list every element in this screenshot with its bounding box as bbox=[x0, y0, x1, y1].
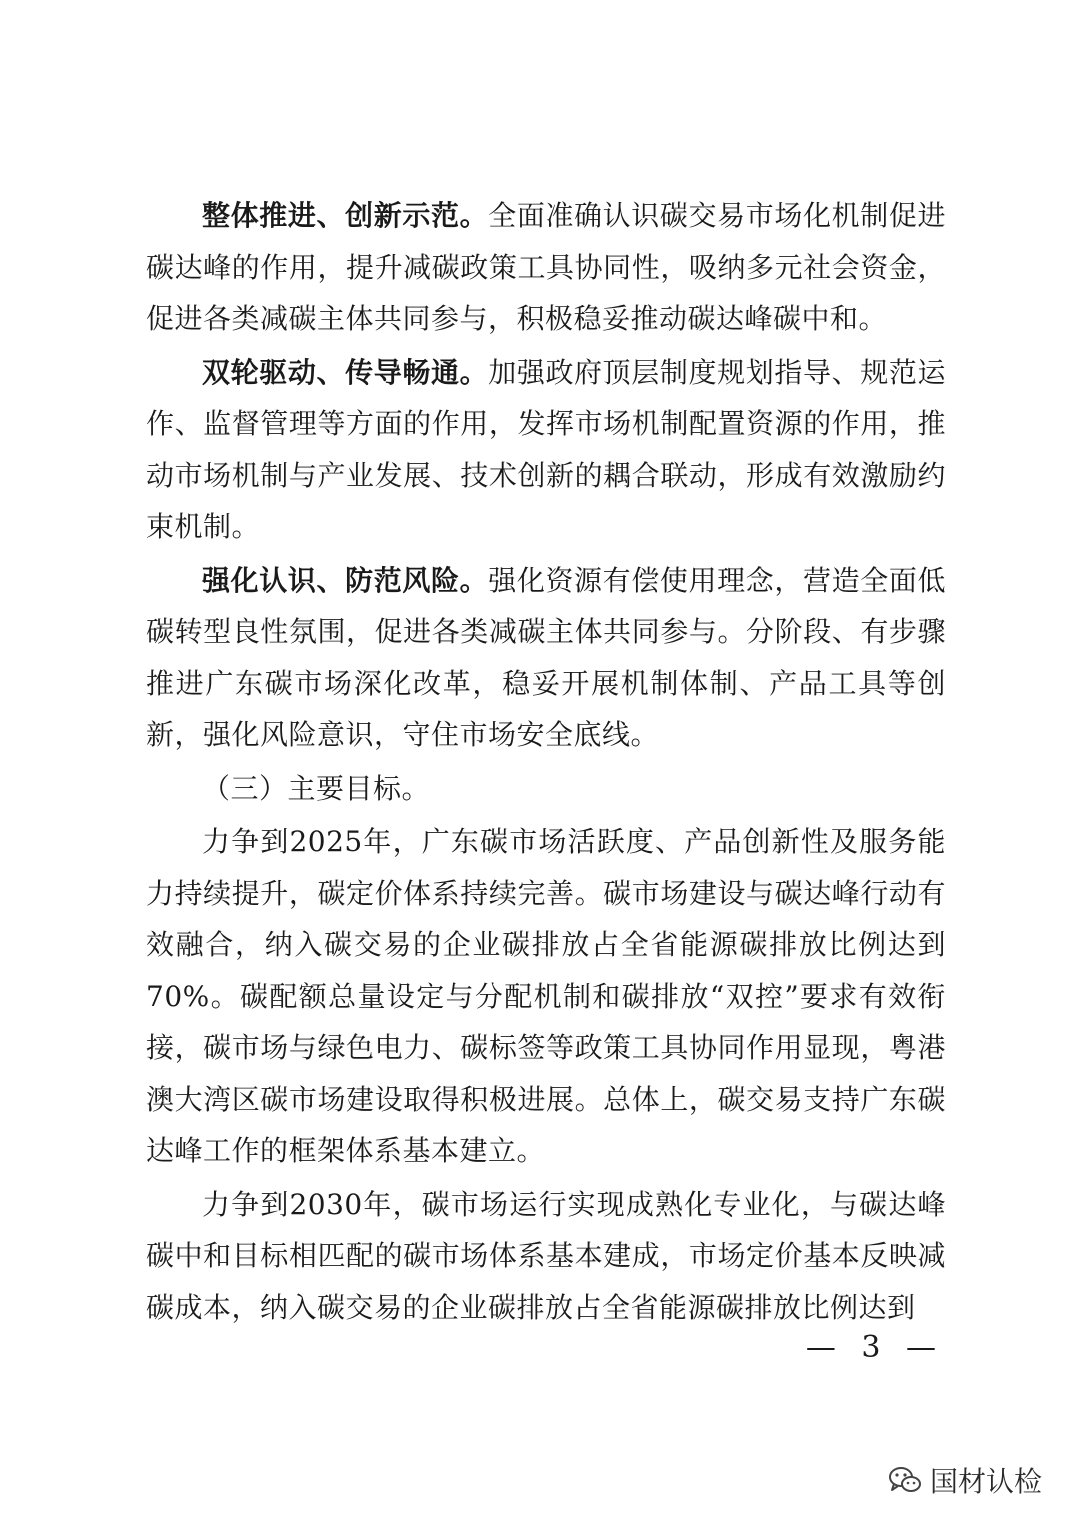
principle-lead-1: 整体推进、创新示范。 bbox=[202, 199, 489, 232]
principle-lead-2: 双轮驱动、传导畅通。 bbox=[202, 355, 489, 389]
section-heading: （三）主要目标。 bbox=[202, 771, 431, 805]
principle-body-2: 加强政府顶层制度规划指导、规范运作、监督管理等方面的作用，发挥市场机制配置资源的作用，推动市场机制与产业发展、技术创新的耦合联动，形成有效激励约束机制。 bbox=[146, 355, 946, 543]
watermark bbox=[888, 1460, 1042, 1500]
watermark-text: 国材认检 bbox=[929, 1465, 1042, 1498]
principle-paragraph-3 bbox=[146, 555, 946, 761]
goal-paragraph-2030: 力争到2030年，碳市场运行实现成熟化专业化，与碳达峰碳中和目标相匹配的碳市场体系基本建成，市场定价基本反映减碳成本，纳入碳交易的企业碳排放占全省能源碳排放比例达到 bbox=[146, 1187, 946, 1324]
wechat-icon bbox=[888, 1465, 922, 1495]
principle-paragraph-2 bbox=[146, 347, 946, 553]
principle-body-3: 强化资源有偿使用理念，营造全面低碳转型良性氛围，促进各类减碳主体共同参与。分阶段、有步骤推进广东碳市场深化改革，稳妥开展机制体制、产品工具等创新，强化风险意识，守住市场安全底线。 bbox=[146, 563, 946, 751]
goal-paragraph-2025: 力争到2025年，广东碳市场活跃度、产品创新性及服务能力持续提升，碳定价体系持续完善。碳市场建设与碳达峰行动有效融合，纳入碳交易的企业碳排放占全省能源碳排放比例达到70%。碳配额总量设定与分配机制和碳排放“双控”要求有效衔接，碳市场与绿色电力、碳标签等政策工具协同作用显现，粤港澳大湾区碳市场建设取得积极进展。总体上，碳交易支持广东碳达峰工作的框架体系基本建立。 bbox=[146, 825, 946, 1167]
principle-paragraph-1 bbox=[146, 190, 946, 345]
principle-body-1: 全面准确认识碳交易市场化机制促进碳达峰的作用，提升减碳政策工具协同性，吸纳多元社会资金，促进各类减碳主体共同参与，积极稳妥推动碳达峰碳中和。 bbox=[146, 199, 946, 335]
document-body bbox=[146, 190, 946, 1335]
page-number: — 3 — bbox=[805, 1330, 944, 1365]
principle-lead-3: 强化认识、防范风险。 bbox=[202, 563, 489, 597]
